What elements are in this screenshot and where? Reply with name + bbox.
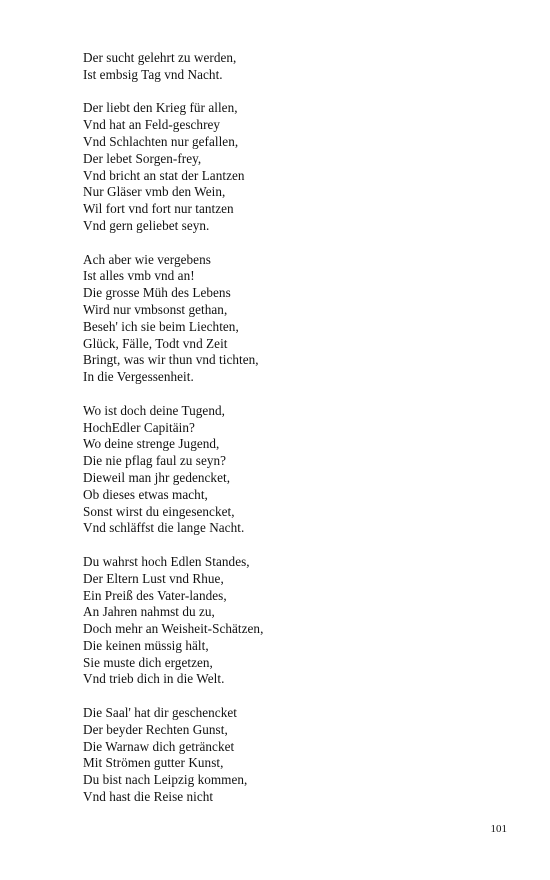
- poem-line: Vnd bricht an stat der Lantzen: [83, 167, 245, 183]
- poem-line: Der liebt den Krieg für allen,: [83, 100, 238, 116]
- stanza-2: [83, 100, 503, 234]
- poem-line: Die grosse Müh des Lebens: [83, 285, 231, 301]
- poem-line: Der Eltern Lust vnd Rhue,: [83, 570, 224, 586]
- poem-line: Glück, Fälle, Todt vnd Zeit: [83, 335, 228, 351]
- poem-line: Mit Strömen gutter Kunst,: [83, 755, 224, 771]
- poem-line: Wil fort vnd fort nur tantzen: [83, 201, 234, 217]
- poem-line: In die Vergessenheit.: [83, 369, 194, 385]
- poem-line: Bringt, was wir thun vnd tichten,: [83, 352, 259, 368]
- poem-line: Wird nur vmbsonst gethan,: [83, 301, 228, 317]
- stanza-1: [83, 50, 503, 84]
- stanza-5: [83, 554, 503, 688]
- poem-line: Beseh' ich sie beim Liechten,: [83, 318, 239, 334]
- stanza-3: [83, 252, 503, 386]
- poem-line: Ob dieses etwas macht,: [83, 486, 208, 502]
- poem-line: Die Warnaw dich geträncket: [83, 738, 235, 754]
- stanza-4: [83, 403, 503, 537]
- poem-line: Vnd hast die Reise nicht: [83, 789, 214, 805]
- poem-line: Der sucht gelehrt zu werden,: [83, 50, 237, 65]
- poem-line: Der lebet Sorgen-frey,: [83, 150, 202, 166]
- page-number: 101: [490, 823, 507, 835]
- poem-line: Vnd hat an Feld-geschrey: [83, 117, 221, 133]
- poem-line: Du bist nach Leipzig kommen,: [83, 772, 248, 788]
- poem-line: Vnd schläffst die lange Nacht.: [83, 520, 245, 536]
- poem-line: Vnd Schlachten nur gefallen,: [83, 133, 239, 149]
- stanza-6: [83, 705, 503, 806]
- poem-line: Der beyder Rechten Gunst,: [83, 721, 228, 737]
- poem-line: Wo deine strenge Jugend,: [83, 436, 220, 452]
- poem-line: Dieweil man jhr gedencket,: [83, 469, 231, 485]
- poem-line: HochEdler Capitäin?: [83, 419, 195, 435]
- poem-line: Wo ist doch deine Tugend,: [83, 402, 225, 418]
- poem-line: Doch mehr an Weisheit-Schätzen,: [83, 621, 264, 637]
- poem-line: Die keinen müssig hält,: [83, 637, 209, 653]
- poem-line: Nur Gläser vmb den Wein,: [83, 184, 226, 200]
- poem-line: Ist alles vmb vnd an!: [83, 268, 195, 284]
- poem-line: Du wahrst hoch Edlen Standes,: [83, 553, 250, 569]
- poem-line: Sonst wirst du eingesencket,: [83, 503, 235, 519]
- poem-line: Vnd gern geliebet seyn.: [83, 217, 210, 233]
- poem-line: Ach aber wie vergebens: [83, 251, 211, 267]
- poem-line: Sie muste dich ergetzen,: [83, 654, 213, 670]
- poem-line: Ein Preiß des Vater-landes,: [83, 587, 227, 603]
- poem-text: [83, 50, 503, 823]
- poem-line: Ist embsig Tag vnd Nacht.: [83, 66, 223, 82]
- poem-line: Die Saal' hat dir geschencket: [83, 705, 237, 721]
- poem-line: An Jahren nahmst du zu,: [83, 604, 215, 620]
- poem-line: Vnd trieb dich in die Welt.: [83, 671, 225, 687]
- poem-line: Die nie pflag faul zu seyn?: [83, 453, 227, 469]
